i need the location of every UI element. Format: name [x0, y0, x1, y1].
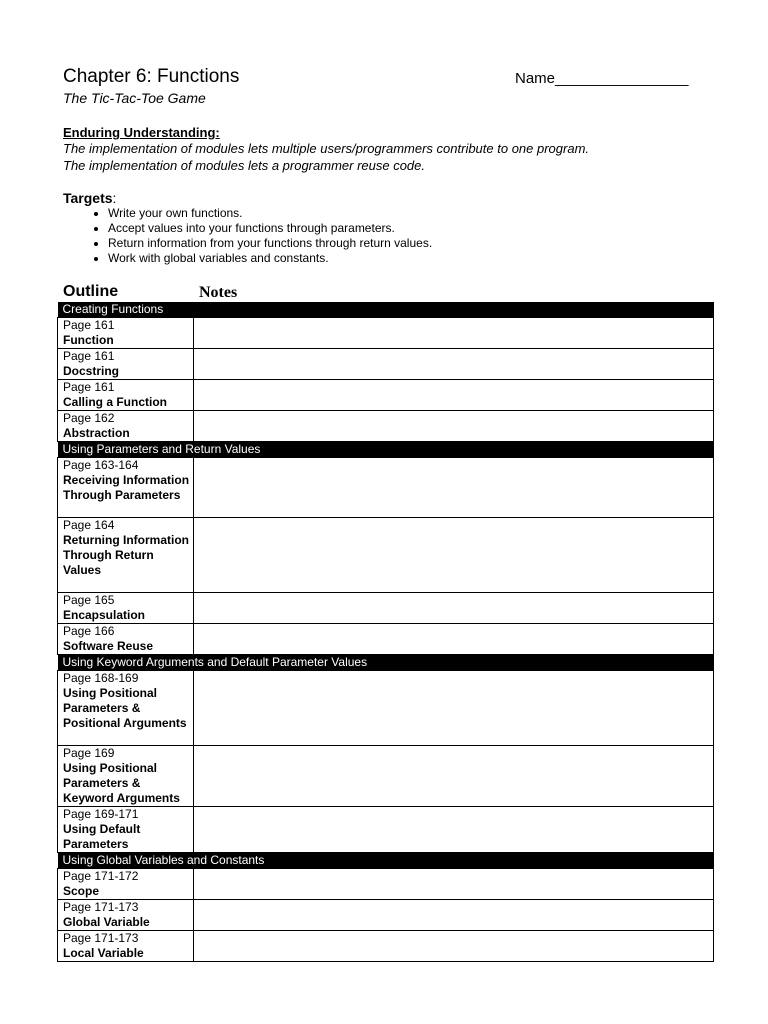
outline-row	[58, 349, 714, 380]
term-label: Receiving Information Through Parameters	[63, 473, 190, 502]
page-subtitle: The Tic-Tac-Toe Game	[63, 90, 206, 106]
notes-cell[interactable]	[194, 931, 714, 962]
page-reference: Page 162	[63, 411, 115, 425]
page-reference: Page 171-172	[63, 869, 139, 883]
outline-term-cell	[58, 318, 194, 349]
page-reference: Page 171-173	[63, 900, 139, 914]
outline-heading: Outline	[63, 283, 119, 300]
notes-cell[interactable]	[194, 746, 714, 807]
page-reference: Page 163-164	[63, 458, 139, 472]
outline-row	[58, 318, 714, 349]
name-field-label: Name________________	[515, 70, 689, 87]
outline-term-cell	[58, 411, 194, 442]
page-reference: Page 168-169	[63, 671, 139, 685]
notes-cell[interactable]	[194, 869, 714, 900]
outline-row	[58, 593, 714, 624]
outline-term-cell	[58, 671, 194, 746]
target-item: • Accept values into your functions through parameters.	[108, 221, 432, 236]
term-label: Abstraction	[63, 426, 130, 440]
targets-heading: Targets:	[63, 190, 117, 206]
section-title: Creating Functions	[58, 302, 714, 318]
enduring-understanding-line: The implementation of modules lets multiple users/programmers contribute to one program.	[63, 141, 590, 156]
notes-cell[interactable]	[194, 518, 714, 593]
section-header-row	[58, 442, 714, 458]
page-reference: Page 166	[63, 624, 115, 638]
term-label: Software Reuse	[63, 639, 154, 653]
outline-term-cell	[58, 807, 194, 853]
notes-cell[interactable]	[194, 593, 714, 624]
target-item: • Return information from your functions through return values.	[108, 236, 432, 251]
outline-term-cell	[58, 518, 194, 593]
notes-cell[interactable]	[194, 624, 714, 655]
section-header-row	[58, 302, 714, 318]
outline-term-cell	[58, 869, 194, 900]
notes-cell[interactable]	[194, 380, 714, 411]
section-header-row	[58, 853, 714, 869]
outline-row	[58, 671, 714, 746]
outline-term-cell	[58, 624, 194, 655]
notes-heading: Notes	[199, 284, 238, 301]
term-label: Function	[63, 333, 114, 347]
notes-cell[interactable]	[194, 411, 714, 442]
term-label: Encapsulation	[63, 608, 146, 622]
targets-list	[85, 206, 432, 266]
enduring-understanding-heading: Enduring Understanding:	[63, 125, 220, 140]
page-reference: Page 161	[63, 318, 115, 332]
term-label: Calling a Function	[63, 395, 167, 409]
page-reference: Page 169	[63, 746, 115, 760]
outline-row	[58, 411, 714, 442]
page-reference: Page 169-171	[63, 807, 139, 821]
outline-row	[58, 624, 714, 655]
section-title: Using Parameters and Return Values	[58, 442, 714, 458]
outline-term-cell	[58, 458, 194, 518]
notes-cell[interactable]	[194, 458, 714, 518]
outline-term-cell	[58, 593, 194, 624]
outline-term-cell	[58, 746, 194, 807]
outline-row	[58, 807, 714, 853]
enduring-understanding-line: The implementation of modules lets a programmer reuse code.	[63, 158, 426, 173]
term-label: Using Positional Parameters & Positional Arguments	[63, 686, 187, 730]
section-title: Using Global Variables and Constants	[58, 853, 714, 869]
outline-row	[58, 746, 714, 807]
outline-term-cell	[58, 380, 194, 411]
term-label: Using Positional Parameters & Keyword Arguments	[63, 761, 180, 805]
page-reference: Page 164	[63, 518, 115, 532]
term-label: Returning Information Through Return Values	[63, 533, 189, 577]
term-label: Local Variable	[63, 946, 144, 960]
outline-term-cell	[58, 931, 194, 962]
outline-table	[57, 302, 714, 962]
outline-row	[58, 380, 714, 411]
section-header-row	[58, 655, 714, 671]
page-title: Chapter 6: Functions	[63, 66, 240, 87]
notes-cell[interactable]	[194, 349, 714, 380]
outline-row	[58, 518, 714, 593]
target-item: • Write your own functions.	[108, 206, 432, 221]
term-label: Global Variable	[63, 915, 150, 929]
page-reference: Page 165	[63, 593, 115, 607]
term-label: Scope	[63, 884, 100, 898]
page-reference: Page 171-173	[63, 931, 139, 945]
outline-row	[58, 931, 714, 962]
outline-term-cell	[58, 349, 194, 380]
notes-cell[interactable]	[194, 807, 714, 853]
term-label: Docstring	[63, 364, 120, 378]
outline-term-cell	[58, 900, 194, 931]
notes-cell[interactable]	[194, 900, 714, 931]
notes-cell[interactable]	[194, 671, 714, 746]
notes-cell[interactable]	[194, 318, 714, 349]
outline-row	[58, 869, 714, 900]
page-reference: Page 161	[63, 380, 115, 394]
outline-row	[58, 458, 714, 518]
target-item: • Work with global variables and constants.	[108, 251, 432, 266]
section-title: Using Keyword Arguments and Default Parameter Values	[58, 655, 714, 671]
page-reference: Page 161	[63, 349, 115, 363]
outline-row	[58, 900, 714, 931]
term-label: Using Default Parameters	[63, 822, 141, 851]
